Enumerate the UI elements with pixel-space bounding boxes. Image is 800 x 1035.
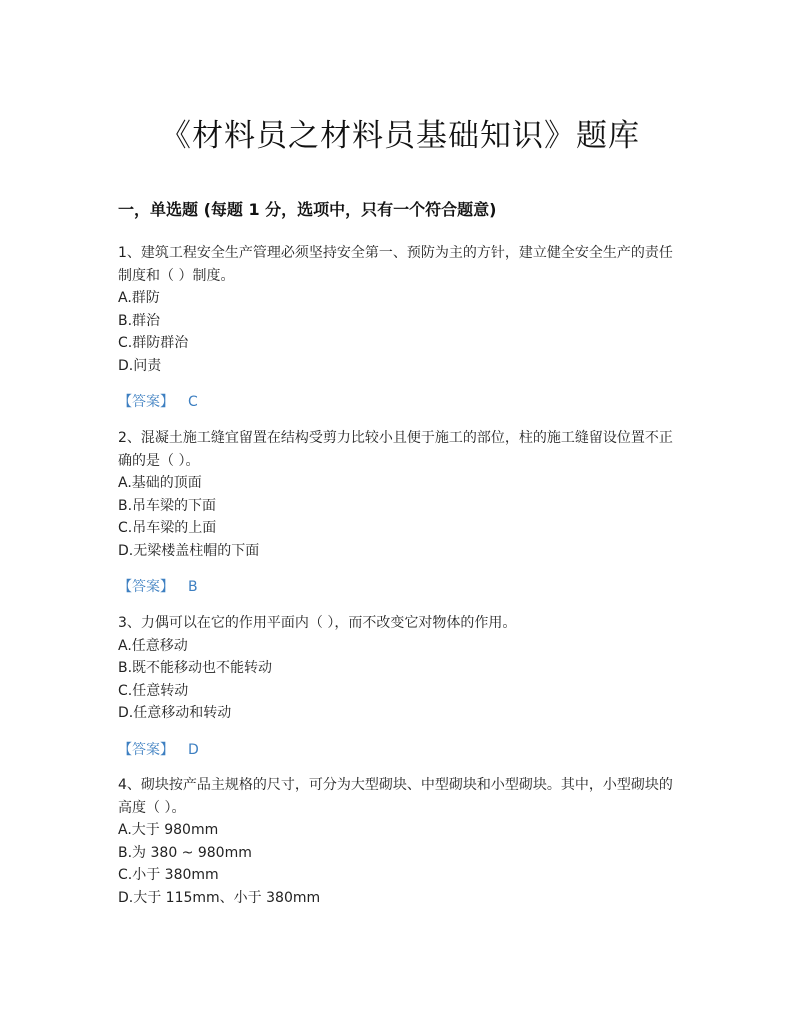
option-d: D.大于 115mm、小于 380mm [118,889,321,906]
answer-label: 【答案】 [118,579,174,595]
question-stem: 2、混凝土施工缝宜留置在结构受剪力比较小且便于施工的部位，柱的施工缝留设位置不正确的是（ ）。 [118,430,673,469]
option-d: D.问责 [118,357,162,374]
question-4 [118,774,678,909]
option-d: D.任意移动和转动 [118,705,232,721]
option-b: B.既不能移动也不能转动 [118,660,273,676]
option-b: B.群治 [118,312,161,329]
answer-label: 【答案】 [118,741,174,758]
question-3 [118,612,678,761]
answer-label: 【答案】 [118,394,174,410]
option-a: A.群防 [118,290,160,306]
option-a: A.基础的顶面 [118,475,202,491]
option-c: C.吊车梁的上面 [118,520,217,536]
question-1 [118,242,678,413]
question-2 [118,427,678,598]
question-stem: 4、砌块按产品主规格的尺寸，可分为大型砌块、中型砌块和小型砌块。其中，小型砌块的高度（ ）。 [118,777,673,816]
option-c: C.群防群治 [118,335,189,351]
option-d: D.无梁楼盖柱帽的下面 [118,542,260,559]
answer-line [118,391,678,413]
answer-line [118,576,678,598]
answer-value: D [188,741,199,758]
question-stem: 1、建筑工程安全生产管理必须坚持安全第一、预防为主的方针，建立健全安全生产的责任制度和（ ）制度。 [118,245,673,284]
answer-line [118,739,678,761]
option-c: C.任意转动 [118,682,189,699]
document-title: 《材料员之材料员基础知识》题库 [160,118,640,154]
question-stem: 3、力偶可以在它的作用平面内（ ），而不改变它对物体的作用。 [118,615,517,631]
section-heading: 一，单选题 (每题 1 分，选项中，只有一个符合题意) [118,200,497,219]
option-a: A.任意移动 [118,637,188,654]
option-b: B.吊车梁的下面 [118,497,217,514]
answer-value: C [188,394,198,410]
answer-value: B [188,579,198,595]
option-c: C.小于 380mm [118,867,219,883]
option-a: A.大于 980mm [118,822,219,838]
option-b: B.为 380 ~ 980mm [118,844,252,861]
